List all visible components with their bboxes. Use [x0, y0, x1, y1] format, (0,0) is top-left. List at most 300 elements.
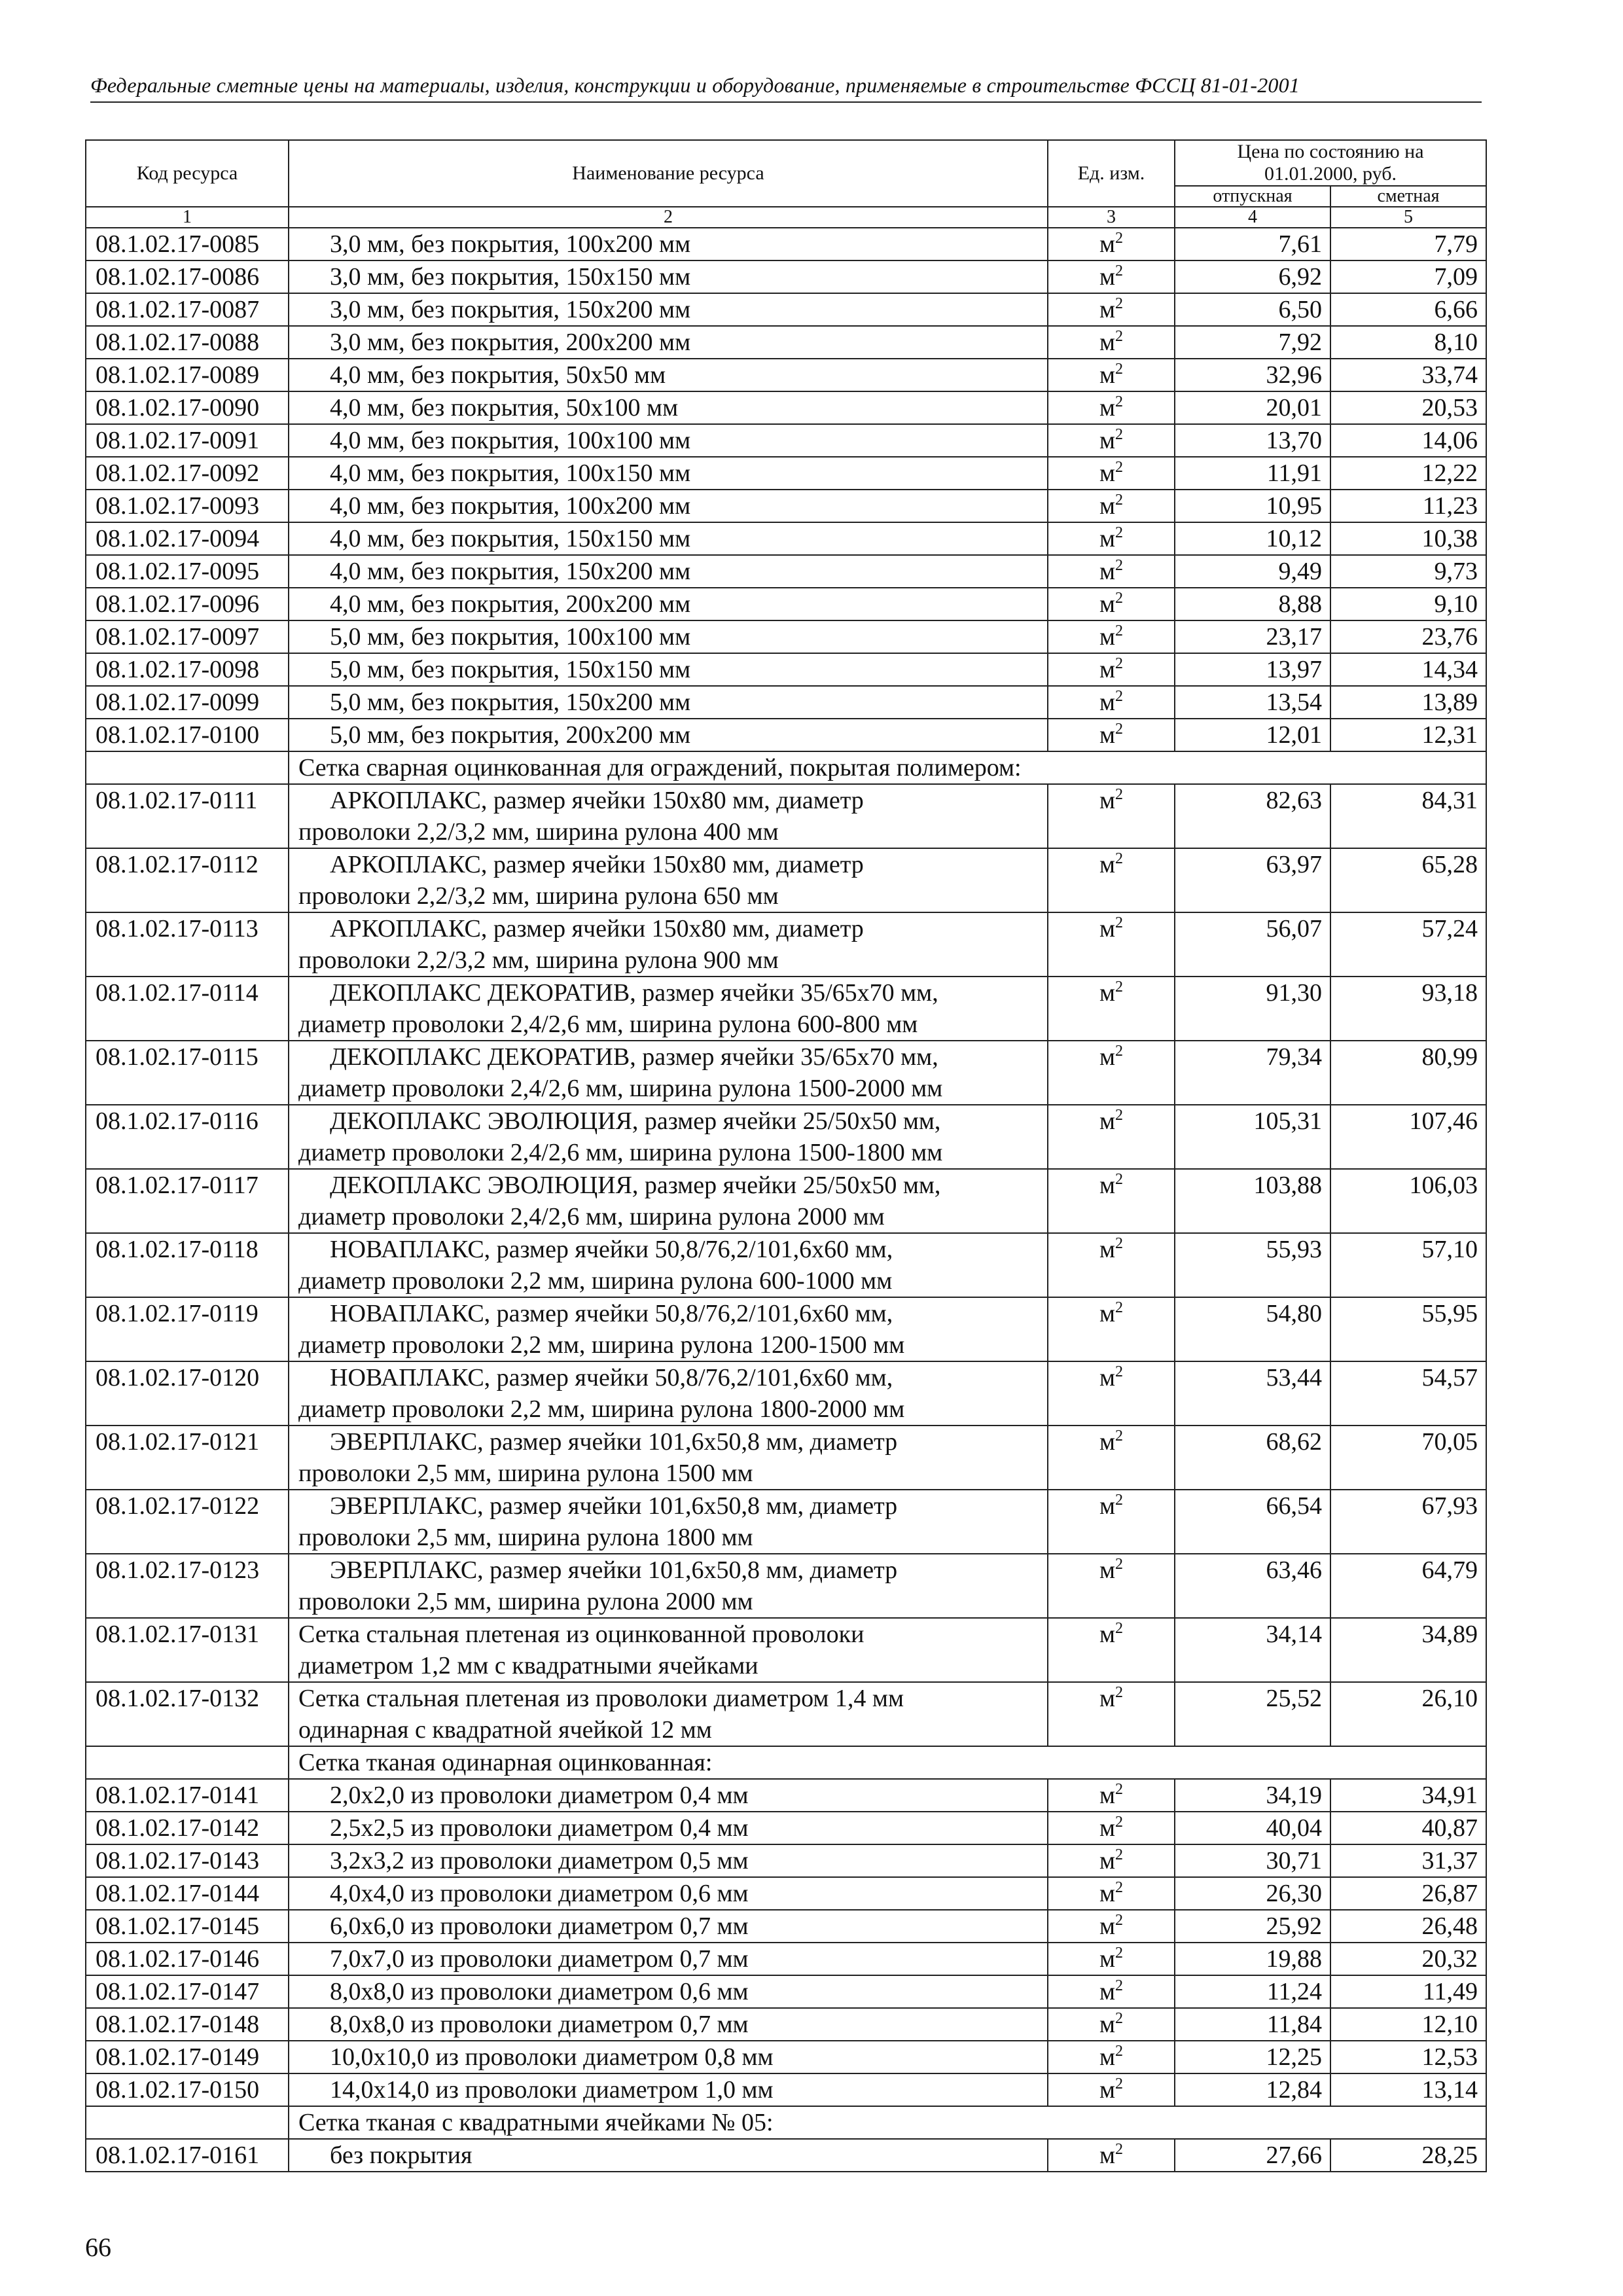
resource-code: 08.1.02.17-0149	[86, 2041, 289, 2073]
estimate-price: 34,91	[1330, 1779, 1486, 1812]
resource-name-cell	[289, 912, 1048, 977]
resource-name-cell	[289, 1844, 1048, 1877]
resource-code: 08.1.02.17-0087	[86, 293, 289, 326]
release-price: 25,92	[1175, 1910, 1330, 1943]
resource-name-cell	[289, 293, 1048, 326]
unit-base: м	[1099, 459, 1116, 487]
unit-exponent: 2	[1115, 1171, 1124, 1188]
unit-exponent: 2	[1115, 524, 1124, 541]
unit-exponent: 2	[1115, 655, 1124, 672]
release-price: 30,71	[1175, 1844, 1330, 1877]
price-table	[85, 139, 1487, 2172]
unit-exponent: 2	[1115, 622, 1124, 639]
unit-cell	[1048, 490, 1175, 522]
estimate-price: 12,10	[1330, 2008, 1486, 2041]
unit-exponent: 2	[1115, 393, 1124, 410]
estimate-price: 8,10	[1330, 326, 1486, 359]
unit-base: м	[1099, 1814, 1116, 1842]
release-price: 6,50	[1175, 293, 1330, 326]
unit-base: м	[1099, 2142, 1116, 2169]
unit-cell	[1048, 1426, 1175, 1490]
unit-base: м	[1099, 492, 1116, 520]
table-row	[86, 2073, 1486, 2106]
unit-base: м	[1099, 1107, 1116, 1135]
resource-name-line1: Сетка стальная плетеная из проволоки диаметром 1,4 мм	[298, 1685, 904, 1712]
unit-exponent: 2	[1115, 1235, 1124, 1252]
resource-name-cell	[289, 1812, 1048, 1844]
unit-cell	[1048, 359, 1175, 391]
resource-name-cell	[289, 1910, 1048, 1943]
estimate-price: 33,74	[1330, 359, 1486, 391]
unit-base: м	[1099, 1364, 1116, 1391]
unit-exponent: 2	[1115, 721, 1124, 738]
estimate-price: 65,28	[1330, 848, 1486, 912]
table-row	[86, 391, 1486, 424]
unit-exponent: 2	[1115, 590, 1124, 607]
table-row	[86, 977, 1486, 1041]
resource-name-cell	[289, 1554, 1048, 1618]
table-row	[86, 588, 1486, 620]
estimate-price: 13,14	[1330, 2073, 1486, 2106]
unit-cell	[1048, 424, 1175, 457]
unit-cell	[1048, 2008, 1175, 2041]
table-row	[86, 912, 1486, 977]
unit-cell	[1048, 2041, 1175, 2073]
resource-name: 2,0x2,0 из проволоки диаметром 0,4 мм	[330, 1782, 749, 1809]
unit-exponent: 2	[1115, 361, 1124, 378]
unit-base: м	[1099, 1492, 1116, 1520]
release-price: 25,52	[1175, 1682, 1330, 1746]
release-price: 40,04	[1175, 1812, 1330, 1844]
unit-exponent: 2	[1115, 230, 1124, 247]
unit-base: м	[1099, 1172, 1116, 1199]
unit-cell	[1048, 588, 1175, 620]
resource-name-cell	[289, 2041, 1048, 2073]
resource-name: 4,0 мм, без покрытия, 200x200 мм	[330, 590, 691, 618]
resource-name-cell	[289, 1105, 1048, 1169]
unit-exponent: 2	[1115, 914, 1124, 931]
resource-name-cell	[289, 555, 1048, 588]
resource-name: 10,0x10,0 из проволоки диаметром 0,8 мм	[330, 2043, 774, 2071]
resource-name-cell	[289, 784, 1048, 848]
resource-code: 08.1.02.17-0121	[86, 1426, 289, 1490]
estimate-price: 23,76	[1330, 620, 1486, 653]
unit-cell	[1048, 1490, 1175, 1554]
release-price: 82,63	[1175, 784, 1330, 848]
estimate-price: 70,05	[1330, 1426, 1486, 1490]
resource-code: 08.1.02.17-0085	[86, 228, 289, 260]
unit-cell	[1048, 1779, 1175, 1812]
unit-exponent: 2	[1115, 1363, 1124, 1380]
resource-code: 08.1.02.17-0143	[86, 1844, 289, 1877]
table-row	[86, 359, 1486, 391]
table-row	[86, 326, 1486, 359]
resource-code: 08.1.02.17-0144	[86, 1877, 289, 1910]
unit-cell	[1048, 1297, 1175, 1361]
resource-name-line2: диаметр проволоки 2,2 мм, ширина рулона 600-1000 мм	[298, 1267, 893, 1295]
table-row	[86, 1779, 1486, 1812]
estimate-price: 14,06	[1330, 424, 1486, 457]
unit-cell	[1048, 912, 1175, 977]
unit-cell	[1048, 522, 1175, 555]
resource-code: 08.1.02.17-0099	[86, 686, 289, 719]
resource-code: 08.1.02.17-0091	[86, 424, 289, 457]
col-number: 2	[289, 207, 1048, 228]
estimate-price: 7,79	[1330, 228, 1486, 260]
resource-code: 08.1.02.17-0094	[86, 522, 289, 555]
unit-exponent: 2	[1115, 426, 1124, 443]
unit-exponent: 2	[1115, 1427, 1124, 1444]
estimate-price: 12,22	[1330, 457, 1486, 490]
unit-cell	[1048, 2073, 1175, 2106]
unit-exponent: 2	[1115, 2075, 1124, 2092]
resource-name-cell	[289, 1779, 1048, 1812]
resource-name: 3,0 мм, без покрытия, 150x200 мм	[330, 296, 691, 323]
unit-cell	[1048, 1554, 1175, 1618]
resource-name-cell	[289, 1297, 1048, 1361]
estimate-price: 13,89	[1330, 686, 1486, 719]
unit-base: м	[1099, 689, 1116, 716]
unit-exponent: 2	[1115, 688, 1124, 705]
unit-exponent: 2	[1115, 1977, 1124, 1994]
unit-base: м	[1099, 979, 1116, 1007]
resource-name: 8,0x8,0 из проволоки диаметром 0,6 мм	[330, 1978, 749, 2005]
unit-cell	[1048, 260, 1175, 293]
release-price: 26,30	[1175, 1877, 1330, 1910]
resource-name: 4,0 мм, без покрытия, 100x150 мм	[330, 459, 691, 487]
unit-exponent: 2	[1115, 1879, 1124, 1896]
running-header: Федеральные сметные цены на материалы, изделия, конструкции и оборудование, применяемые в строительстве ФССЦ 81-01-2001	[90, 73, 1482, 103]
resource-name-line1: НОВАПЛАКС, размер ячейки 50,8/76,2/101,6x60 мм,	[330, 1300, 893, 1327]
unit-base: м	[1099, 329, 1116, 356]
unit-exponent: 2	[1115, 1912, 1124, 1929]
release-price: 68,62	[1175, 1426, 1330, 1490]
resource-code: 08.1.02.17-0100	[86, 719, 289, 751]
resource-name-line1: ЭВЕРПЛАКС, размер ячейки 101,6x50,8 мм, диаметр	[330, 1556, 898, 1584]
resource-code: 08.1.02.17-0112	[86, 848, 289, 912]
unit-base: м	[1099, 1300, 1116, 1327]
section-row	[86, 1746, 1486, 1779]
table-row	[86, 457, 1486, 490]
release-price: 12,25	[1175, 2041, 1330, 2073]
unit-base: м	[1099, 230, 1116, 258]
table-row	[86, 1877, 1486, 1910]
unit-exponent: 2	[1115, 1814, 1124, 1831]
unit-cell	[1048, 293, 1175, 326]
table-row	[86, 719, 1486, 751]
resource-name-cell	[289, 457, 1048, 490]
resource-name-line2: диаметр проволоки 2,2 мм, ширина рулона 1800-2000 мм	[298, 1395, 905, 1423]
release-price: 9,49	[1175, 555, 1330, 588]
section-title: Сетка тканая с квадратными ячейками № 05:	[289, 2106, 1486, 2139]
unit-cell	[1048, 1943, 1175, 1975]
table-row	[86, 2041, 1486, 2073]
unit-base: м	[1099, 394, 1116, 422]
estimate-price: 9,73	[1330, 555, 1486, 588]
table-row	[86, 784, 1486, 848]
unit-cell	[1048, 457, 1175, 490]
section-row	[86, 2106, 1486, 2139]
table-row	[86, 424, 1486, 457]
release-price: 12,01	[1175, 719, 1330, 751]
table-row	[86, 1361, 1486, 1426]
release-price: 63,46	[1175, 1554, 1330, 1618]
release-price: 91,30	[1175, 977, 1330, 1041]
resource-name-cell	[289, 424, 1048, 457]
resource-name-cell	[289, 588, 1048, 620]
unit-exponent: 2	[1115, 1492, 1124, 1509]
resource-name-cell	[289, 2073, 1048, 2106]
resource-code: 08.1.02.17-0098	[86, 653, 289, 686]
unit-base: м	[1099, 1236, 1116, 1263]
unit-base: м	[1099, 721, 1116, 749]
unit-exponent: 2	[1115, 1684, 1124, 1701]
resource-name-cell	[289, 2008, 1048, 2041]
unit-base: м	[1099, 1621, 1116, 1648]
estimate-price: 64,79	[1330, 1554, 1486, 1618]
section-code-cell	[86, 2106, 289, 2139]
resource-name: 6,0x6,0 из проволоки диаметром 0,7 мм	[330, 1912, 749, 1940]
col-number: 1	[86, 207, 289, 228]
resource-name-cell	[289, 1426, 1048, 1490]
resource-name-cell	[289, 848, 1048, 912]
resource-name-line1: АРКОПЛАКС, размер ячейки 150x80 мм, диаметр	[330, 915, 864, 942]
resource-code: 08.1.02.17-0117	[86, 1169, 289, 1233]
col-release-header: отпускная	[1175, 186, 1330, 207]
resource-name: 3,0 мм, без покрытия, 100x200 мм	[330, 230, 691, 258]
section-code-cell	[86, 1746, 289, 1779]
release-price: 19,88	[1175, 1943, 1330, 1975]
estimate-price: 54,57	[1330, 1361, 1486, 1426]
resource-name: без покрытия	[330, 2142, 473, 2169]
unit-base: м	[1099, 2043, 1116, 2071]
resource-name: 14,0x14,0 из проволоки диаметром 1,0 мм	[330, 2076, 774, 2104]
table-row	[86, 2008, 1486, 2041]
unit-cell	[1048, 1877, 1175, 1910]
resource-name-cell	[289, 522, 1048, 555]
estimate-price: 12,31	[1330, 719, 1486, 751]
section-code-cell	[86, 751, 289, 784]
release-price: 53,44	[1175, 1361, 1330, 1426]
release-price: 11,24	[1175, 1975, 1330, 2008]
unit-base: м	[1099, 1685, 1116, 1712]
release-price: 66,54	[1175, 1490, 1330, 1554]
release-price: 20,01	[1175, 391, 1330, 424]
table-row	[86, 1618, 1486, 1682]
release-price: 23,17	[1175, 620, 1330, 653]
resource-name-cell	[289, 1618, 1048, 1682]
table-row	[86, 555, 1486, 588]
release-price: 7,92	[1175, 326, 1330, 359]
resource-name-line1: Сетка стальная плетеная из оцинкованной проволоки	[298, 1621, 865, 1648]
resource-name-cell	[289, 719, 1048, 751]
resource-code: 08.1.02.17-0090	[86, 391, 289, 424]
resource-name-line2: диаметр проволоки 2,4/2,6 мм, ширина рулона 1500-2000 мм	[298, 1075, 943, 1102]
col-name-header: Наименование ресурса	[289, 140, 1048, 207]
resource-name-cell	[289, 260, 1048, 293]
table-row	[86, 1105, 1486, 1169]
section-title: Сетка сварная оцинкованная для ограждений, покрытая полимером:	[289, 751, 1486, 784]
table-row	[86, 653, 1486, 686]
unit-exponent: 2	[1115, 1107, 1124, 1124]
col-estimate-header: сметная	[1330, 186, 1486, 207]
resource-name: 4,0 мм, без покрытия, 150x200 мм	[330, 558, 691, 585]
resource-name-line2: проволоки 2,5 мм, ширина рулона 1500 мм	[298, 1460, 753, 1487]
col-unit-header: Ед. изм.	[1048, 140, 1175, 207]
unit-base: м	[1099, 2011, 1116, 2038]
table-row	[86, 522, 1486, 555]
estimate-price: 40,87	[1330, 1812, 1486, 1844]
unit-base: м	[1099, 915, 1116, 942]
unit-base: м	[1099, 1880, 1116, 1907]
unit-base: м	[1099, 558, 1116, 585]
unit-exponent: 2	[1115, 1043, 1124, 1060]
unit-base: м	[1099, 361, 1116, 389]
resource-name: 4,0x4,0 из проволоки диаметром 0,6 мм	[330, 1880, 749, 1907]
resource-name-cell	[289, 1169, 1048, 1233]
release-price: 11,84	[1175, 2008, 1330, 2041]
resource-code: 08.1.02.17-0113	[86, 912, 289, 977]
resource-name: 5,0 мм, без покрытия, 200x200 мм	[330, 721, 691, 749]
resource-name: 3,0 мм, без покрытия, 150x150 мм	[330, 263, 691, 291]
release-price: 103,88	[1175, 1169, 1330, 1233]
unit-base: м	[1099, 1782, 1116, 1809]
resource-name-line1: ЭВЕРПЛАКС, размер ячейки 101,6x50,8 мм, диаметр	[330, 1492, 898, 1520]
unit-base: м	[1099, 1847, 1116, 1874]
unit-cell	[1048, 1041, 1175, 1105]
table-row	[86, 620, 1486, 653]
release-price: 13,70	[1175, 424, 1330, 457]
resource-code: 08.1.02.17-0123	[86, 1554, 289, 1618]
section-title: Сетка тканая одинарная оцинкованная:	[289, 1746, 1486, 1779]
unit-cell	[1048, 1812, 1175, 1844]
unit-cell	[1048, 2139, 1175, 2172]
unit-base: м	[1099, 1945, 1116, 1973]
unit-exponent: 2	[1115, 786, 1124, 803]
table-row	[86, 1682, 1486, 1746]
unit-base: м	[1099, 427, 1116, 454]
unit-cell	[1048, 555, 1175, 588]
unit-exponent: 2	[1115, 1620, 1124, 1637]
resource-code: 08.1.02.17-0161	[86, 2139, 289, 2172]
release-price: 55,93	[1175, 1233, 1330, 1297]
resource-code: 08.1.02.17-0093	[86, 490, 289, 522]
page-number: 66	[85, 2233, 111, 2262]
table-row	[86, 1943, 1486, 1975]
unit-exponent: 2	[1115, 492, 1124, 509]
resource-code: 08.1.02.17-0088	[86, 326, 289, 359]
unit-cell	[1048, 977, 1175, 1041]
resource-name-line2: диаметр проволоки 2,4/2,6 мм, ширина рулона 1500-1800 мм	[298, 1139, 943, 1166]
table-row	[86, 260, 1486, 293]
resource-code: 08.1.02.17-0092	[86, 457, 289, 490]
resource-name-line2: одинарная с квадратной ячейкой 12 мм	[298, 1716, 712, 1744]
resource-name-cell	[289, 1943, 1048, 1975]
unit-cell	[1048, 1682, 1175, 1746]
resource-name: 5,0 мм, без покрытия, 100x100 мм	[330, 623, 691, 651]
resource-code: 08.1.02.17-0116	[86, 1105, 289, 1169]
unit-cell	[1048, 1844, 1175, 1877]
unit-cell	[1048, 719, 1175, 751]
resource-name: 3,0 мм, без покрытия, 200x200 мм	[330, 329, 691, 356]
resource-code: 08.1.02.17-0150	[86, 2073, 289, 2106]
unit-base: м	[1099, 623, 1116, 651]
resource-name-line1: АРКОПЛАКС, размер ячейки 150x80 мм, диаметр	[330, 787, 864, 814]
resource-code: 08.1.02.17-0119	[86, 1297, 289, 1361]
release-price: 10,12	[1175, 522, 1330, 555]
resource-name-line2: проволоки 2,5 мм, ширина рулона 1800 мм	[298, 1524, 753, 1551]
unit-cell	[1048, 1105, 1175, 1169]
resource-name-cell	[289, 391, 1048, 424]
unit-exponent: 2	[1115, 1846, 1124, 1863]
unit-cell	[1048, 686, 1175, 719]
resource-code: 08.1.02.17-0132	[86, 1682, 289, 1746]
resource-code: 08.1.02.17-0086	[86, 260, 289, 293]
estimate-price: 6,66	[1330, 293, 1486, 326]
estimate-price: 26,10	[1330, 1682, 1486, 1746]
resource-name: 2,5x2,5 из проволоки диаметром 0,4 мм	[330, 1814, 749, 1842]
resource-name-line1: ДЕКОПЛАКС ЭВОЛЮЦИЯ, размер ячейки 25/50x50 мм,	[330, 1172, 941, 1199]
unit-cell	[1048, 784, 1175, 848]
table-row	[86, 1844, 1486, 1877]
estimate-price: 10,38	[1330, 522, 1486, 555]
resource-name-line2: проволоки 2,2/3,2 мм, ширина рулона 650 мм	[298, 882, 779, 910]
resource-code: 08.1.02.17-0095	[86, 555, 289, 588]
unit-exponent: 2	[1115, 295, 1124, 312]
unit-exponent: 2	[1115, 1556, 1124, 1573]
resource-name-cell	[289, 1975, 1048, 2008]
resource-code: 08.1.02.17-0141	[86, 1779, 289, 1812]
resource-name-cell	[289, 1233, 1048, 1297]
unit-cell	[1048, 1975, 1175, 2008]
resource-name-cell	[289, 1490, 1048, 1554]
resource-name: 3,2x3,2 из проволоки диаметром 0,5 мм	[330, 1847, 749, 1874]
unit-base: м	[1099, 656, 1116, 683]
resource-code: 08.1.02.17-0114	[86, 977, 289, 1041]
table-row	[86, 1910, 1486, 1943]
resource-name-cell	[289, 1361, 1048, 1426]
unit-exponent: 2	[1115, 1945, 1124, 1962]
resource-name-cell	[289, 1041, 1048, 1105]
unit-exponent: 2	[1115, 2010, 1124, 2027]
resource-code: 08.1.02.17-0096	[86, 588, 289, 620]
resource-name: 5,0 мм, без покрытия, 150x200 мм	[330, 689, 691, 716]
table-row	[86, 293, 1486, 326]
col-number: 5	[1330, 207, 1486, 228]
unit-exponent: 2	[1115, 328, 1124, 345]
unit-cell	[1048, 326, 1175, 359]
resource-name-line1: ДЕКОПЛАКС ЭВОЛЮЦИЯ, размер ячейки 25/50x50 мм,	[330, 1107, 941, 1135]
table-row	[86, 1233, 1486, 1297]
resource-name-line2: диаметром 1,2 мм с квадратными ячейками	[298, 1652, 758, 1679]
unit-exponent: 2	[1115, 459, 1124, 476]
unit-cell	[1048, 1233, 1175, 1297]
resource-name-cell	[289, 228, 1048, 260]
resource-name-cell	[289, 326, 1048, 359]
table-row	[86, 1554, 1486, 1618]
resource-name-cell	[289, 620, 1048, 653]
resource-code: 08.1.02.17-0118	[86, 1233, 289, 1297]
resource-name-line1: ДЕКОПЛАКС ДЕКОРАТИВ, размер ячейки 35/65x70 мм,	[330, 979, 938, 1007]
unit-base: м	[1099, 1978, 1116, 2005]
resource-name-cell	[289, 686, 1048, 719]
table-row	[86, 1975, 1486, 2008]
release-price: 13,54	[1175, 686, 1330, 719]
release-price: 10,95	[1175, 490, 1330, 522]
col-price-header	[1175, 140, 1486, 186]
table-header	[86, 140, 1486, 228]
table-row	[86, 848, 1486, 912]
